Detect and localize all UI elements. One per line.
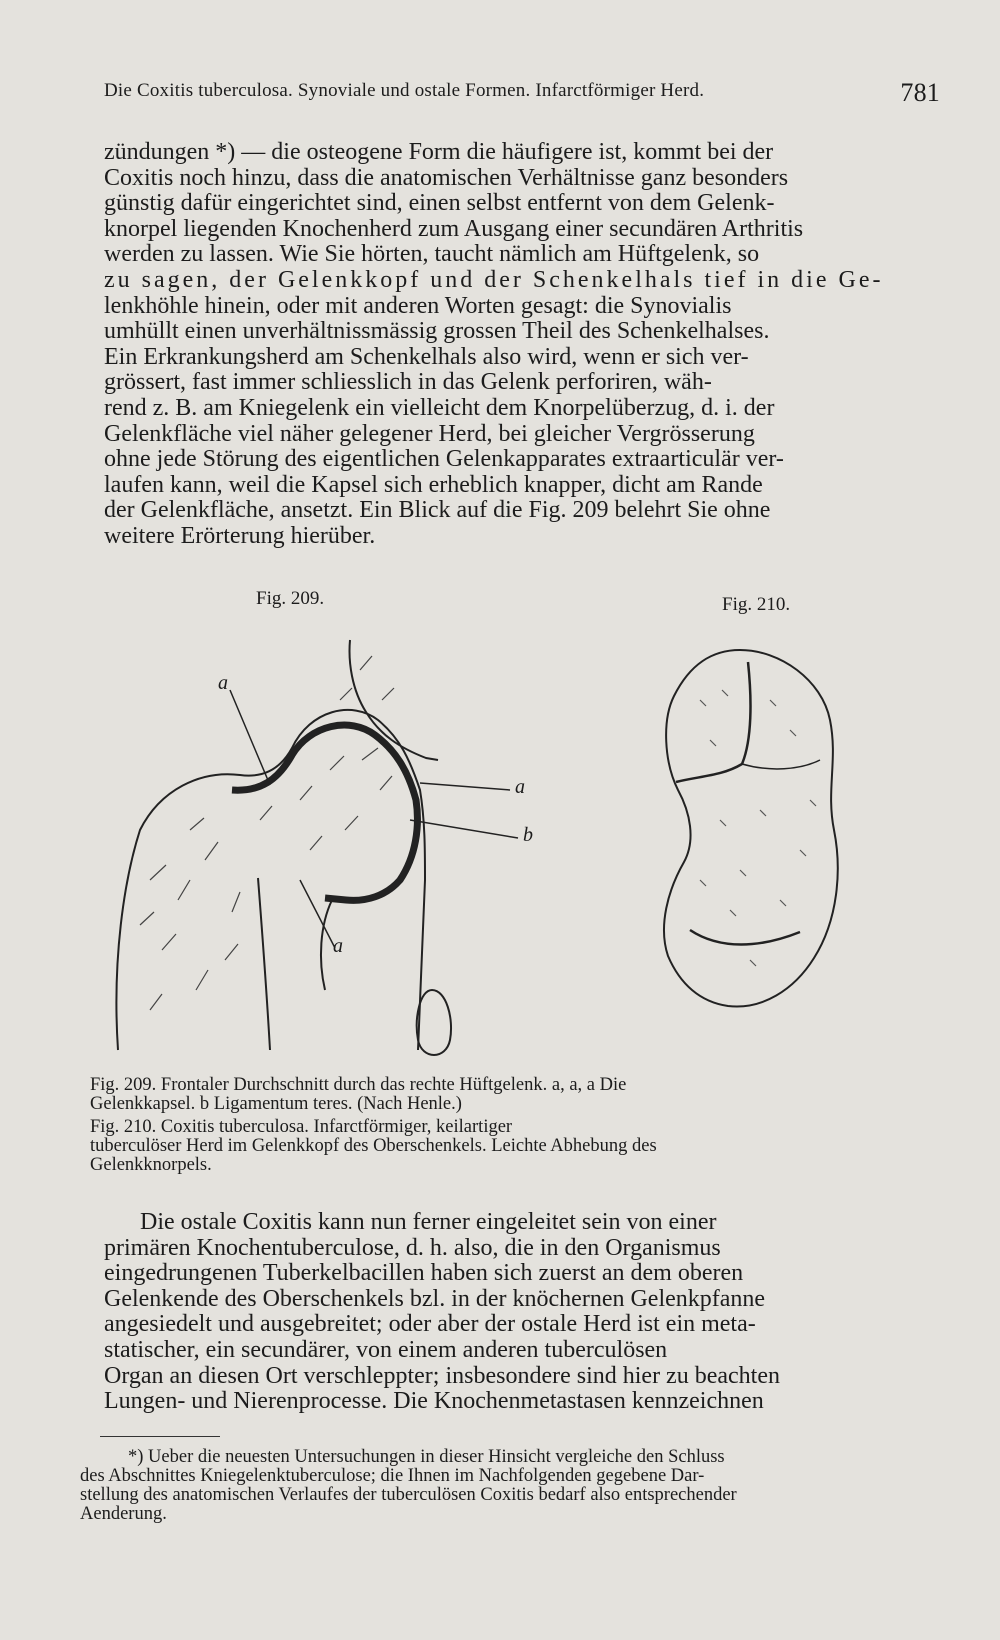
text-line: zündungen *) — die osteogene Form die häufigere ist, kommt bei der [104,139,774,165]
text-line: eingedrungenen Tuberkelbacillen haben sich zuerst an dem oberen [104,1260,744,1287]
text-line: lenkhöhle hinein, oder mit anderen Worten gesagt: die Synovialis [104,292,732,319]
label-a-top: a [218,672,228,694]
text-line: Die ostale Coxitis kann nun ferner eingeleitet sein von einer [140,1209,717,1235]
text-line: werden zu lassen. Wie Sie hörten, taucht nämlich am Hüftgelenk, so [104,241,760,268]
figures-illustration [0,600,1000,1080]
running-header [104,78,940,107]
caption-line: Gelenkknorpels. [90,1155,212,1175]
text-line: günstig dafür eingerichtet sind, einen selbst entfernt von dem Gelenk- [104,190,775,217]
text-line: rend z. B. am Kniegelenk ein vielleicht dem Knorpelüberzug, d. i. der [104,394,775,421]
body-paragraph-1 [104,140,936,550]
text-line: primären Knochentuberculose, d. h. also, die in den Organismus [104,1234,721,1261]
fig-210-label: Fig. 210. [722,594,791,615]
text-line: knorpel liegenden Knochenherd zum Ausgang einer secundären Arthritis [104,215,804,242]
text-line: Ein Erkrankungsherd am Schenkelhals also wird, wenn er sich ver- [104,343,749,370]
caption-line: Fig. 209. Frontaler Durchschnitt durch das rechte Hüftgelenk. a, a, a Die [90,1075,627,1095]
running-title: Die Coxitis tuberculosa. Synoviale und ostale Formen. Infarctförmiger Herd. [104,80,705,101]
fig-209-caption [90,1076,924,1114]
caption-line: tuberculöser Herd im Gelenkkopf des Oberschenkels. Leichte Abhebung des [90,1136,657,1156]
text-line: grössert, fast immer schliesslich in das Gelenk perforiren, wäh- [104,369,712,396]
text-line: statischer, ein secundärer, von einem anderen tuberculösen [104,1336,668,1363]
fig-209-hip-section [116,640,518,1055]
fig-210-caption [90,1118,924,1175]
caption-line: Fig. 210. Coxitis tuberculosa. Infarctförmiger, keilartiger [90,1117,513,1137]
text-line: Coxitis noch hinzu, dass die anatomischen Verhältnisse ganz besonders [104,164,789,191]
page-number: 781 [900,78,940,107]
label-a-bottom: a [333,935,343,957]
body-paragraph-2 [104,1210,936,1415]
text-line: weitere Erörterung hierüber. [104,522,376,549]
footnote-rule [100,1436,220,1437]
text-line: angesiedelt und ausgebreitet; oder aber der ostale Herd ist ein meta- [104,1311,756,1338]
text-line: Lungen- und Nierenprocesse. Die Knochenmetastasen kennzeichnen [104,1388,764,1415]
text-line: Gelenkfläche viel näher gelegener Herd, bei gleicher Vergrösserung [104,420,755,447]
footnote-line: stellung des anatomischen Verlaufes der tuberculösen Coxitis bedarf also entsprechender [80,1485,737,1505]
caption-line: Gelenkkapsel. b Ligamentum teres. (Nach Henle.) [90,1094,462,1114]
text-line: Organ an diesen Ort verschleppter; insbesondere sind hier zu beachten [104,1362,780,1389]
footnote-line: des Abschnittes Kniegelenktuberculose; die Ihnen im Nachfolgenden gegebene Dar- [80,1466,705,1486]
text-line: umhüllt einen unverhältnissmässig grossen Theil des Schenkelhalses. [104,318,770,345]
footnote-line: Aenderung. [80,1504,167,1524]
fig-209-label: Fig. 209. [256,588,325,609]
text-line: der Gelenkfläche, ansetzt. Ein Blick auf die Fig. 209 belehrt Sie ohne [104,497,771,524]
text-line: ohne jede Störung des eigentlichen Gelenkapparates extraarticulär ver- [104,446,784,473]
footnote-line: *) Ueber die neuesten Untersuchungen in dieser Hinsicht vergleiche den Schluss [128,1447,725,1467]
fig-210-femoral-head [664,650,838,1007]
label-b: b [523,824,533,846]
text-line: Gelenkende des Oberschenkels bzl. in der knöchernen Gelenkpfanne [104,1285,766,1312]
label-a-right: a [515,776,525,798]
footnote [80,1448,920,1524]
text-line: laufen kann, weil die Kapsel sich erheblich knapper, dicht am Rande [104,471,763,498]
text-line: zu sagen, der Gelenkkopf und der Schenkelhals tief in die Ge- [104,266,884,293]
